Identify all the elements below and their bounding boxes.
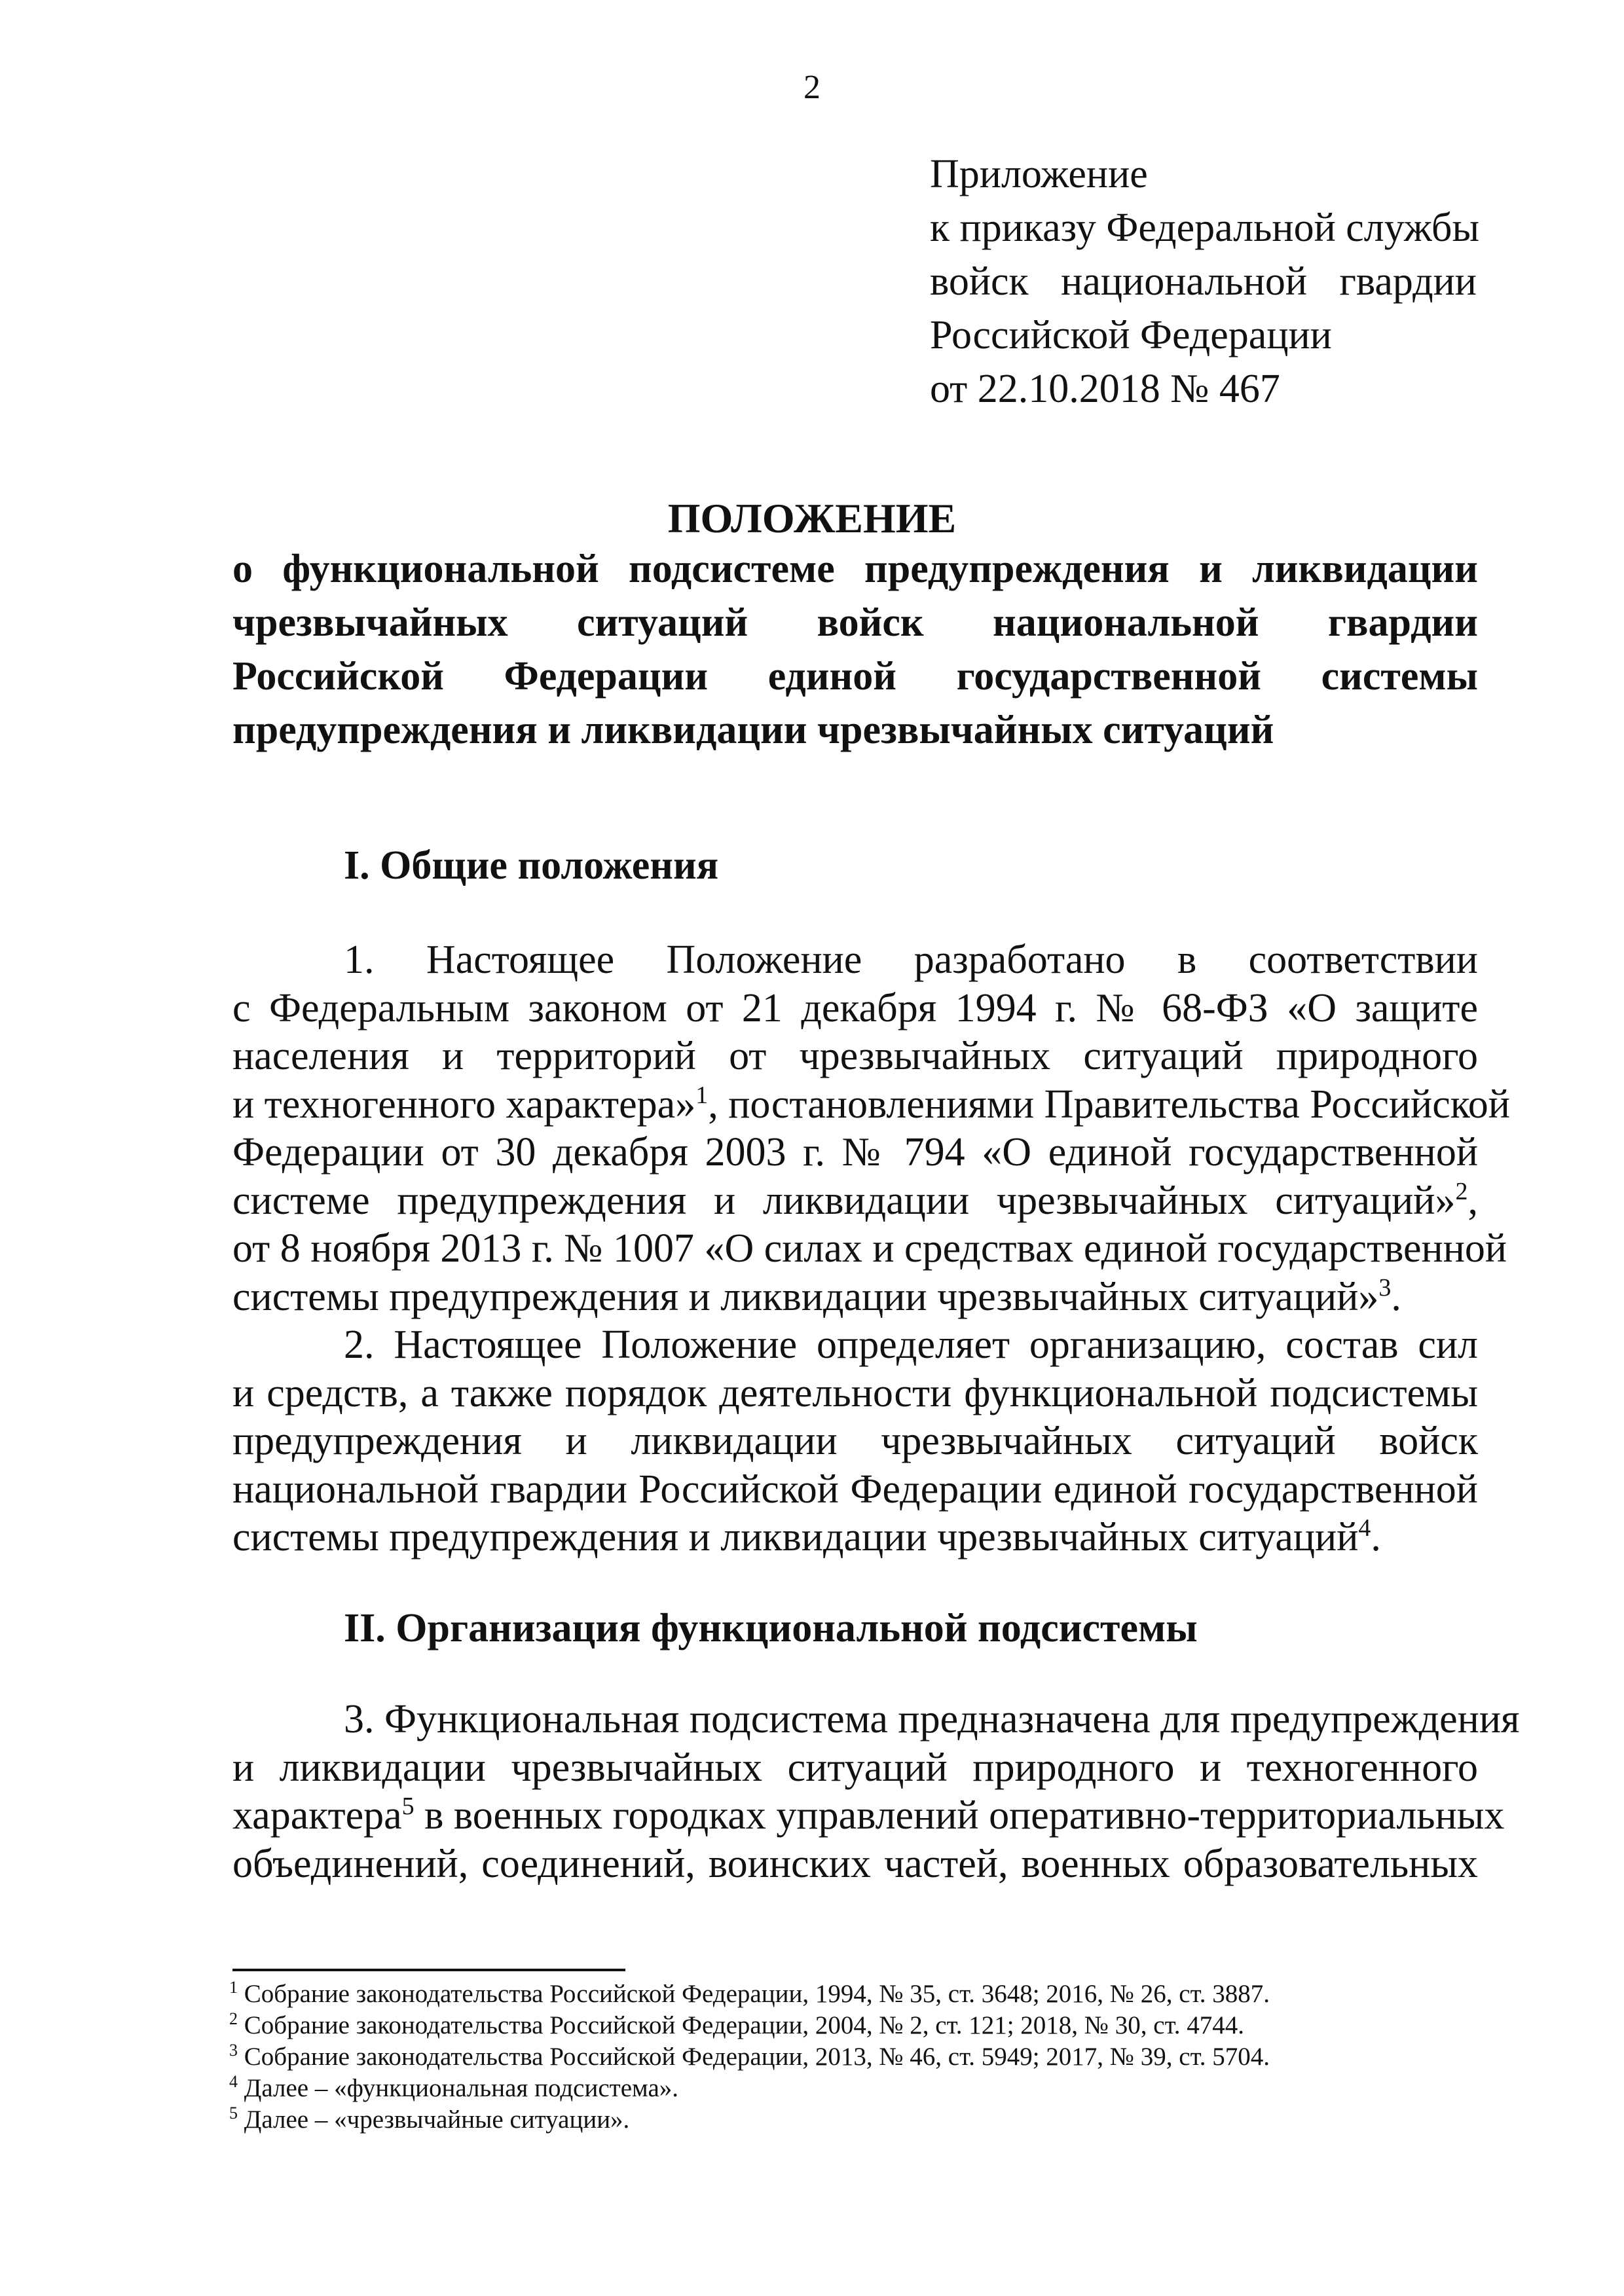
paragraph-line: системы предупреждения и ликвидации чрезвычайных ситуаций»$^3$. bbox=[232, 1273, 1401, 1319]
paragraph-2 bbox=[232, 1321, 1478, 1562]
paragraph-line: и ликвидации чрезвычайных ситуаций природного и техногенного bbox=[232, 1745, 1478, 1790]
paragraph-line: 3. Функциональная подсистема предназначена для предупреждения bbox=[344, 1697, 1520, 1741]
paragraph-line: с Федеральным законом от 21 декабря 1994 г. № 68-ФЗ «О защите bbox=[232, 985, 1478, 1030]
footnote-ref[interactable]: 4 bbox=[1358, 1514, 1371, 1542]
appendix-line: от 22.10.2018 № 467 bbox=[930, 367, 1280, 411]
footnote: $^1$ Собрание законодательства Российской Федерации, 1994, № 35, ст. 3648; 2016, № 26, ст. 3887. bbox=[229, 1978, 1270, 2008]
subtitle-line: Российской Федерации единой государственной системы bbox=[232, 654, 1478, 699]
appendix-line: к приказу Федеральной службы bbox=[930, 206, 1480, 250]
paragraph-line: и техногенного характера»$^1$, постановлениями Правительства Российской bbox=[232, 1081, 1510, 1127]
footnote: $^5$ Далее – «чрезвычайные ситуации». bbox=[229, 2104, 630, 2134]
appendix-block bbox=[930, 147, 1480, 416]
footnote-ref[interactable]: 3 bbox=[1378, 1273, 1392, 1302]
paragraph-line: системе предупреждения и ликвидации чрезвычайных ситуаций»$^2$, bbox=[232, 1177, 1478, 1223]
section-heading-general: I. Общие положения bbox=[344, 843, 719, 888]
footnote: $^4$ Далее – «функциональная подсистема». bbox=[229, 2072, 678, 2102]
paragraph-line: 1. Настоящее Положение разработано в соответствии bbox=[344, 938, 1478, 982]
paragraph-line: характера$^5$ в военных городках управлений оперативно-территориальных bbox=[232, 1793, 1505, 1838]
footnote-ref[interactable]: 2 bbox=[1455, 1177, 1468, 1205]
subtitle-line: о функциональной подсистеме предупреждения и ликвидации bbox=[232, 547, 1478, 591]
appendix-line: войск национальной гвардии bbox=[930, 259, 1477, 304]
paragraph-line: системы предупреждения и ликвидации чрезвычайных ситуаций$^4$. bbox=[232, 1514, 1381, 1559]
section-heading-organization: II. Организация функциональной подсистемы bbox=[344, 1606, 1198, 1650]
document-subtitle bbox=[232, 542, 1478, 757]
footnote: $^3$ Собрание законодательства Российской Федерации, 2013, № 46, ст. 5949; 2017, № 39, ст. 5704. bbox=[229, 2041, 1270, 2071]
subtitle-line: чрезвычайных ситуаций войск национальной гвардии bbox=[232, 600, 1478, 645]
footnote-ref[interactable]: 5 bbox=[401, 1793, 415, 1820]
paragraph-line: населения и территорий от чрезвычайных ситуаций природного bbox=[232, 1034, 1478, 1078]
appendix-line: Российской Федерации bbox=[930, 313, 1332, 357]
paragraph-line: и средств, а также порядок деятельности функциональной подсистемы bbox=[232, 1370, 1478, 1415]
footnote-separator bbox=[232, 1969, 625, 1971]
paragraph-line: национальной гвардии Российской Федерации единой государственной bbox=[232, 1467, 1478, 1512]
paragraph-line: 2. Настоящее Положение определяет организацию, состав сил bbox=[344, 1322, 1478, 1367]
paragraph-line: предупреждения и ликвидации чрезвычайных ситуаций войск bbox=[232, 1419, 1478, 1463]
paragraph-3 bbox=[232, 1696, 1520, 1888]
document-title: ПОЛОЖЕНИЕ bbox=[667, 495, 957, 541]
paragraph-line: объединений, соединений, воинских частей, военных образовательных bbox=[232, 1841, 1478, 1886]
page-number: 2 bbox=[803, 69, 821, 106]
footnote: $^2$ Собрание законодательства Российской Федерации, 2004, № 2, ст. 121; 2018, № 30, ст. 4744. bbox=[229, 2009, 1244, 2039]
paragraph-line: от 8 ноября 2013 г. № 1007 «О силах и средствах единой государственной bbox=[232, 1226, 1507, 1271]
subtitle-line: предупреждения и ликвидации чрезвычайных ситуаций bbox=[232, 708, 1274, 752]
footnotes bbox=[229, 1978, 1473, 2136]
footnote-ref[interactable]: 1 bbox=[695, 1081, 709, 1109]
paragraph-1 bbox=[232, 936, 1510, 1321]
appendix-line: Приложение bbox=[930, 152, 1148, 196]
paragraph-line: Федерации от 30 декабря 2003 г. № 794 «О единой государственной bbox=[232, 1130, 1478, 1175]
